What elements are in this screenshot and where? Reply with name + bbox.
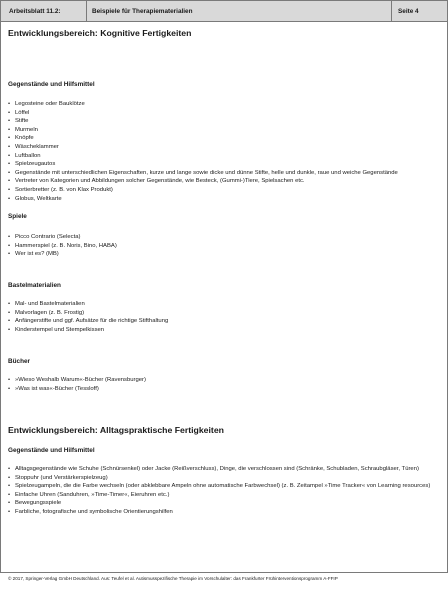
- bullet-icon: •: [8, 474, 11, 481]
- list-item: • Globus, Weltkarte: [8, 195, 62, 202]
- list-item: • Murmeln: [8, 126, 38, 133]
- list-item: • Legosteine oder Bauklötze: [8, 101, 85, 107]
- list-item: • Gegenstände mit unterschiedlichen Eigenschaften, kurze und lange sowie dicke und dünne Stifte, helle und dunkle, raue und weiche Gegenstände: [8, 169, 398, 176]
- bullet-icon: •: [8, 169, 11, 176]
- bullet-icon: •: [8, 377, 11, 383]
- list-item: • Bewegungsspiele: [8, 500, 62, 507]
- bullet-list-crafts: [8, 300, 438, 334]
- list-item: • Alltagsgegenstände wie Schuhe (Schnürsenkel) oder Jacke (Reißverschluss), Dinge, die verschlossen sind (Schränke, Schubladen, Schraubgläser, Türen): [8, 466, 419, 472]
- bullet-icon: •: [8, 318, 11, 325]
- bullet-icon: •: [8, 126, 11, 133]
- list-item: • Wäscheklammer: [8, 143, 59, 150]
- bullet-icon: •: [8, 135, 11, 142]
- list-item: • Anfängerstifte und ggf. Aufsätze für die richtige Stifthaltung: [8, 318, 169, 325]
- bullet-icon: •: [8, 234, 11, 240]
- group-heading-books: Bücher: [8, 358, 31, 365]
- list-item: • Spielzeugampeln, die die Farbe wechseln (oder abklebbare Ampeln ohne automatische Farbwechsel) (z. B. Zeitampel »Time Tracker« von Learning resources): [8, 483, 431, 490]
- list-item: • Vertreter von Kategorien und Abbildungen solcher Gegenstände, wie Besteck, (Gummi-)Tiere, Spielsachen etc.: [8, 178, 305, 185]
- bullet-icon: •: [8, 466, 11, 472]
- list-item: • Farbliche, fotografische und symbolische Orientierungshilfen: [8, 508, 173, 515]
- bullet-icon: •: [8, 109, 11, 116]
- list-item: • »Was ist was«-Bücher (Tessloff): [8, 385, 99, 392]
- worksheet-number: Arbeitsblatt 11.2:: [1, 1, 87, 21]
- bullet-icon: •: [8, 186, 11, 193]
- bullet-icon: •: [8, 326, 11, 333]
- bullet-icon: •: [8, 309, 11, 316]
- list-item: • Stoppuhr (und Verstärkerspielzeug): [8, 474, 108, 481]
- list-item: • »Wieso Weshalb Warum«-Bücher (Ravensburger): [8, 377, 146, 383]
- list-item: • Luftballon: [8, 152, 41, 159]
- list-item: • Spielzeugautos: [8, 161, 56, 168]
- group-heading-objects: Gegenstände und Hilfsmittel: [8, 81, 95, 88]
- list-item: • Kinderstempel und Stempelkissen: [8, 326, 105, 333]
- list-item: • Knöpfe: [8, 135, 34, 142]
- bullet-icon: •: [8, 195, 11, 202]
- list-item: • Wer ist es? (MB): [8, 251, 59, 258]
- list-item: • Hammerspiel (z. B. Noris, Bino, HABA): [8, 242, 117, 249]
- bullet-icon: •: [8, 161, 11, 168]
- section-title-everyday: Entwicklungsbereich: Alltagspraktische Fertigkeiten: [8, 425, 224, 435]
- section-title-cognitive: Entwicklungsbereich: Kognitive Fertigkeiten: [8, 28, 192, 38]
- bullet-icon: •: [8, 483, 11, 490]
- worksheet-title: Beispiele für Therapiematerialien: [92, 7, 193, 15]
- list-item: • Mal- und Bastelmaterialien: [8, 301, 85, 307]
- bullet-list-everyday-objects: [8, 465, 438, 517]
- bullet-list-objects: [8, 100, 438, 203]
- bullet-icon: •: [8, 101, 11, 107]
- bullet-icon: •: [8, 301, 11, 307]
- list-item: • Sortierbretter (z. B. von Klax Produkt): [8, 186, 113, 193]
- list-item: • Einfache Uhren (Sanduhren, »Time-Timer«, Eieruhren etc.): [8, 491, 170, 498]
- group-heading-everyday-objects: Gegenstände und Hilfsmittel: [8, 447, 95, 454]
- bullet-list-books: [8, 376, 438, 393]
- bullet-icon: •: [8, 491, 11, 498]
- page-number: Seite 4: [391, 1, 447, 21]
- list-item: • Picco Contrario (Selecta): [8, 234, 81, 240]
- bullet-icon: •: [8, 251, 11, 258]
- bullet-icon: •: [8, 500, 11, 507]
- bullet-icon: •: [8, 242, 11, 249]
- bullet-icon: •: [8, 508, 11, 515]
- group-heading-crafts: Bastelmaterialien: [8, 282, 61, 289]
- group-heading-games: Spiele: [8, 213, 27, 220]
- list-item: • Malvorlagen (z. B. Frostig): [8, 309, 85, 316]
- bullet-icon: •: [8, 118, 11, 125]
- bullet-list-games: [8, 233, 438, 259]
- copyright-footer: © 2017, Springer-Verlag GmbH Deutschland. Aus: Teufel et al. Autismusspezifische Therapie im Vorschulalter: das Frankfurter Frühinterventionsprogramm A-FFIP: [8, 576, 338, 581]
- header-bar: [0, 0, 448, 22]
- bullet-icon: •: [8, 178, 11, 185]
- bullet-icon: •: [8, 143, 11, 150]
- bullet-icon: •: [8, 152, 11, 159]
- list-item: • Stifte: [8, 118, 29, 125]
- list-item: • Löffel: [8, 109, 30, 116]
- bullet-icon: •: [8, 385, 11, 392]
